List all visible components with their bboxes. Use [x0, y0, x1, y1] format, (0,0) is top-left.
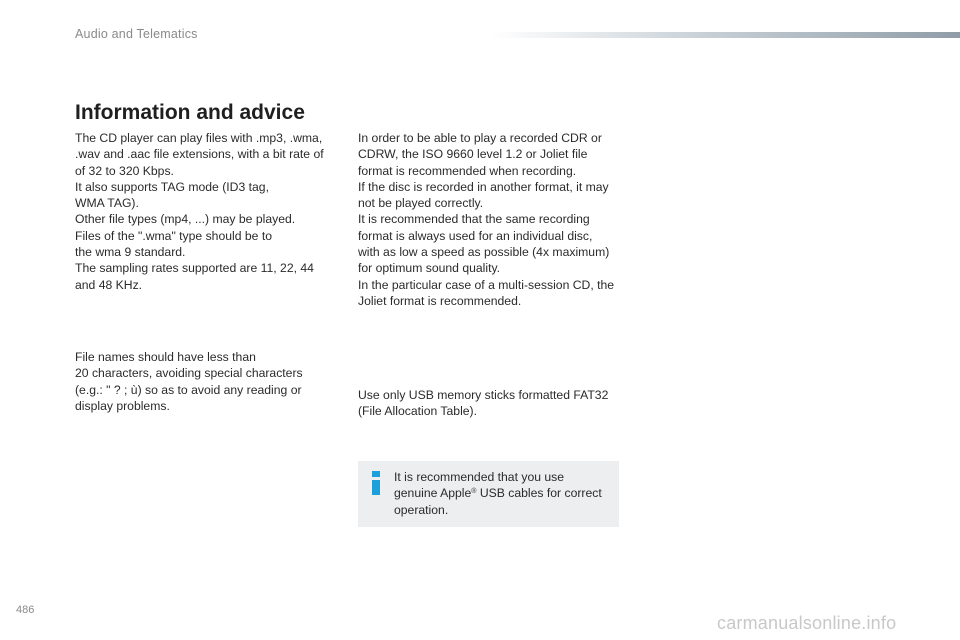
text-line: format is recommended when recording. [358, 163, 577, 178]
info-line-1: It is recommended that you use [394, 470, 565, 484]
info-icon [370, 471, 382, 495]
info-callout-text [394, 469, 602, 518]
text-line: (e.g.: " ? ; ù) so as to avoid any reading or [75, 382, 302, 397]
info-line-2: genuine Apple® USB cables for correct [394, 486, 602, 501]
text-line: CDRW, the ISO 9660 level 1.2 or Joliet file [358, 147, 588, 162]
text-line: Files of the ".wma" type should be to [75, 228, 272, 243]
text-line: format is always used for an individual disc, [358, 228, 593, 243]
text-line: with as low a speed as possible (4x maximum) [358, 245, 610, 260]
section-title: Audio and Telematics [75, 27, 198, 41]
text-line: In order to be able to play a recorded CDR or [358, 131, 602, 145]
text-line: for optimum sound quality. [358, 261, 501, 276]
text-line: In the particular case of a multi-session CD, the [358, 277, 615, 292]
text-line: Joliet format is recommended. [358, 293, 522, 308]
paragraph-file-formats [75, 130, 324, 293]
paragraph-file-names [75, 349, 303, 414]
info-callout [358, 461, 619, 527]
paragraph-usb-format [358, 387, 608, 420]
text-line: of 32 to 320 Kbps. [75, 163, 174, 178]
text-line: The CD player can play files with .mp3, .wma, [75, 131, 323, 145]
info-line-3: operation. [394, 502, 449, 517]
paragraph-disc-recording [358, 130, 614, 309]
text-line: and 48 KHz. [75, 277, 143, 292]
text-line: 20 characters, avoiding special characters [75, 366, 303, 381]
header-divider [490, 32, 960, 38]
text-line: File names should have less than [75, 350, 256, 364]
text-line: Use only USB memory sticks formatted FAT32 [358, 388, 609, 402]
text-line: Other file types (mp4, ...) may be played. [75, 212, 296, 227]
text-line: .wav and .aac file extensions, with a bit rate of [75, 147, 324, 162]
text-line: It is recommended that the same recording [358, 212, 590, 227]
watermark: carmanualsonline.info [717, 613, 897, 633]
registered-mark: ® [471, 488, 477, 496]
page-number: 486 [16, 604, 35, 616]
page-title: Information and advice [75, 101, 305, 124]
text-line: the wma 9 standard. [75, 245, 186, 260]
text-line: (File Allocation Table). [358, 404, 477, 419]
text-line: WMA TAG). [75, 196, 139, 211]
text-line: display problems. [75, 398, 170, 413]
text-line: If the disc is recorded in another format, it may [358, 179, 609, 194]
text-line: not be played correctly. [358, 196, 484, 211]
text-line: It also supports TAG mode (ID3 tag, [75, 179, 269, 194]
text-line: The sampling rates supported are 11, 22, 44 [75, 261, 314, 276]
